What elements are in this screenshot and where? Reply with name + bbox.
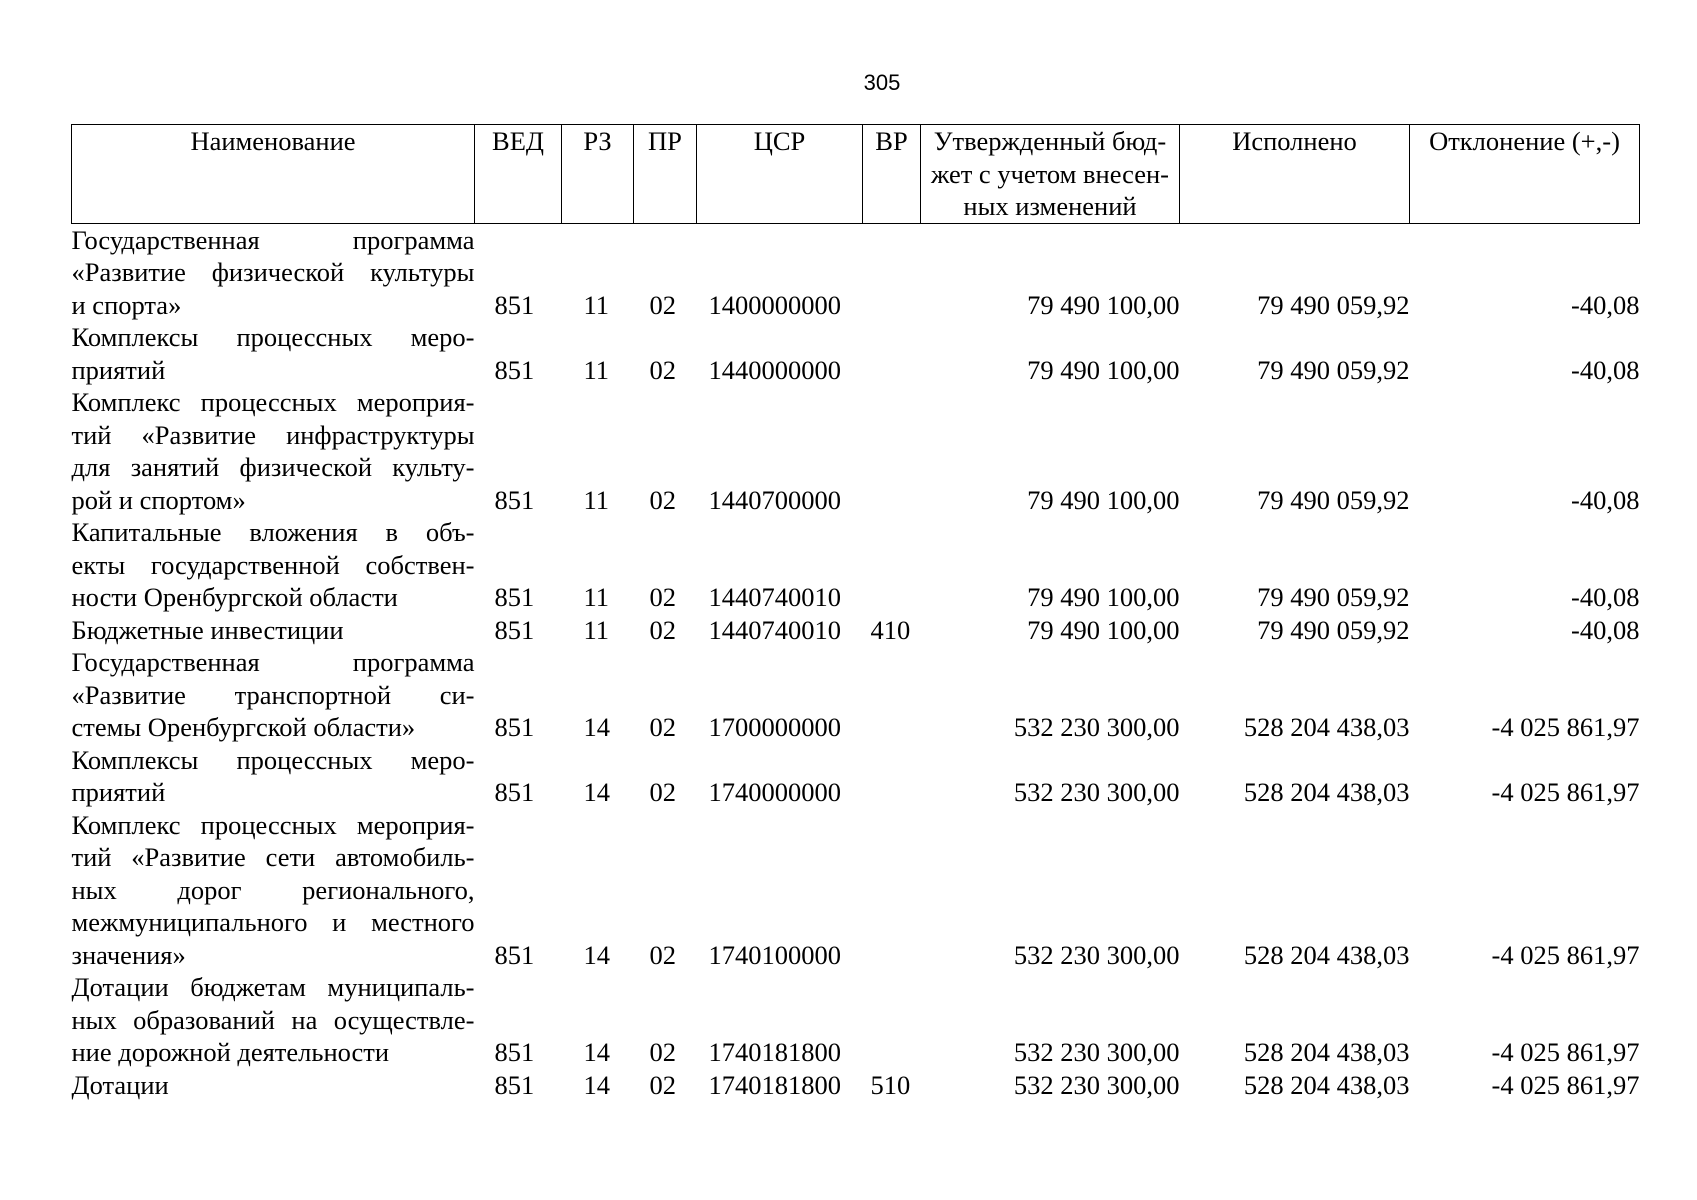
row-approved-budget: 79 490 100,00 xyxy=(1027,354,1180,385)
row-pr: 02 xyxy=(649,614,676,645)
row-approved-budget: 532 230 300,00 xyxy=(1013,1037,1180,1067)
header-csr: ЦСР xyxy=(697,125,863,224)
row-executed: 79 490 059,92 xyxy=(1257,354,1410,385)
row-executed: 79 490 059,92 xyxy=(1257,484,1410,515)
row-name-line: стемы Оренбургской области» xyxy=(71,712,416,742)
row-approved-budget: 79 490 100,00 xyxy=(1027,289,1180,320)
row-rz: 11 xyxy=(583,354,610,385)
table-row xyxy=(72,614,1640,647)
row-name xyxy=(72,1069,475,1102)
row-executed: 79 490 059,92 xyxy=(1257,582,1410,612)
row-name-line: Дотации xyxy=(71,1069,169,1100)
row-name-line: тий «Развитие инфраструктуры xyxy=(71,419,475,450)
row-executed: 79 490 059,92 xyxy=(1257,289,1410,320)
row-name-line: приятий xyxy=(71,354,166,385)
row-csr: 1740000000 xyxy=(708,777,841,807)
row-name-line: рой и спортом» xyxy=(71,484,246,515)
row-name xyxy=(72,646,475,744)
row-vr xyxy=(863,223,921,321)
row-csr: 1740181800 xyxy=(708,1037,841,1067)
row-deviation: -40,08 xyxy=(1571,289,1640,320)
row-name-line: Бюджетные инвестиции xyxy=(71,614,344,645)
row-executed: 528 204 438,03 xyxy=(1243,777,1410,807)
row-approved-budget: 532 230 300,00 xyxy=(1013,712,1180,742)
row-rz: 14 xyxy=(583,712,610,742)
table-row xyxy=(72,1069,1640,1102)
row-approved-budget: 79 490 100,00 xyxy=(1027,614,1180,645)
header-executed: Исполнено xyxy=(1180,125,1410,224)
row-vr xyxy=(863,744,921,809)
row-name-line: Комплекс процессных мероприя- xyxy=(71,809,475,840)
row-pr: 02 xyxy=(649,712,676,742)
table-body xyxy=(72,223,1640,1101)
table-row xyxy=(72,971,1640,1069)
row-name xyxy=(72,971,475,1069)
row-deviation: -4 025 861,97 xyxy=(1491,712,1640,742)
row-name-line: «Развитие транспортной си- xyxy=(71,679,475,710)
row-rz: 11 xyxy=(583,614,610,645)
table-row xyxy=(72,321,1640,386)
row-executed: 528 204 438,03 xyxy=(1243,1069,1410,1100)
table-header xyxy=(72,125,1640,224)
row-name-line: ности Оренбургской области xyxy=(71,582,398,612)
row-name-line: ных дорог регионального, xyxy=(71,874,475,905)
row-executed: 528 204 438,03 xyxy=(1243,712,1410,742)
row-rz: 14 xyxy=(583,777,610,807)
row-name-line: Государственная программа xyxy=(71,647,475,677)
row-rz: 11 xyxy=(583,582,610,612)
row-ved: 851 xyxy=(494,484,535,515)
page-number: 305 xyxy=(863,70,901,95)
table-row xyxy=(72,809,1640,972)
row-ved: 851 xyxy=(494,712,535,742)
row-name-line: ние дорожной деятельности xyxy=(71,1037,390,1067)
row-vr xyxy=(863,386,921,516)
row-ved: 851 xyxy=(494,777,535,807)
table-row xyxy=(72,646,1640,744)
row-ved: 851 xyxy=(494,1037,535,1067)
row-vr xyxy=(863,971,921,1069)
row-name xyxy=(72,321,475,386)
row-pr: 02 xyxy=(649,777,676,807)
row-executed: 528 204 438,03 xyxy=(1243,1037,1410,1067)
row-csr: 1740100000 xyxy=(708,939,841,970)
row-name xyxy=(72,386,475,516)
row-approved-budget: 79 490 100,00 xyxy=(1027,582,1180,612)
row-deviation: -4 025 861,97 xyxy=(1491,939,1640,970)
row-vr: 510 xyxy=(870,1069,911,1100)
row-vr xyxy=(863,646,921,744)
row-vr xyxy=(863,321,921,386)
row-approved-budget: 79 490 100,00 xyxy=(1027,484,1180,515)
row-name-line: «Развитие физической культуры xyxy=(71,257,475,287)
row-name-line: Дотации бюджетам муниципаль- xyxy=(71,972,475,1002)
row-name-line: екты государственной собствен- xyxy=(71,549,475,580)
row-ved: 851 xyxy=(494,582,535,612)
row-rz: 11 xyxy=(583,484,610,515)
row-vr xyxy=(863,516,921,614)
row-ved: 851 xyxy=(494,614,535,645)
row-csr: 1740181800 xyxy=(708,1069,841,1100)
header-rz: РЗ xyxy=(562,125,634,224)
table-row xyxy=(72,386,1640,516)
row-rz: 14 xyxy=(583,1037,610,1067)
row-name-line: для занятий физической культу- xyxy=(71,452,475,482)
row-csr: 1440700000 xyxy=(708,484,841,515)
row-name-line: приятий xyxy=(71,777,166,807)
header-name: Наименование xyxy=(72,125,475,224)
row-name-line: межмуниципального и местного xyxy=(71,907,475,937)
table-row xyxy=(72,223,1640,321)
budget-execution-table xyxy=(71,124,1640,1101)
row-approved-budget: 532 230 300,00 xyxy=(1013,777,1180,807)
row-ved: 851 xyxy=(494,289,535,320)
table-row xyxy=(72,516,1640,614)
row-name-line: ных образований на осуществле- xyxy=(71,1004,475,1035)
row-name-line: Комплексы процессных меро- xyxy=(71,322,475,352)
row-vr: 410 xyxy=(870,614,911,645)
row-name xyxy=(72,614,475,647)
row-pr: 02 xyxy=(649,354,676,385)
row-rz: 14 xyxy=(583,1069,610,1100)
row-csr: 1440000000 xyxy=(708,354,841,385)
row-name-line: Комплексы процессных меро- xyxy=(71,744,475,775)
header-deviation: Отклонение (+,-) xyxy=(1410,125,1640,224)
row-csr: 1440740010 xyxy=(708,614,841,645)
row-pr: 02 xyxy=(649,484,676,515)
row-ved: 851 xyxy=(494,1069,535,1100)
row-executed: 528 204 438,03 xyxy=(1243,939,1410,970)
row-deviation: -40,08 xyxy=(1571,484,1640,515)
row-name xyxy=(72,516,475,614)
row-pr: 02 xyxy=(649,1069,676,1100)
row-name-line: Капитальные вложения в объ- xyxy=(71,517,475,547)
row-csr: 1440740010 xyxy=(708,582,841,612)
header-row xyxy=(72,125,1640,224)
row-deviation: -40,08 xyxy=(1571,354,1640,385)
row-pr: 02 xyxy=(649,582,676,612)
row-deviation: -40,08 xyxy=(1571,582,1640,612)
row-name xyxy=(72,223,475,321)
row-executed: 79 490 059,92 xyxy=(1257,614,1410,645)
row-pr: 02 xyxy=(649,1037,676,1067)
row-name-line: тий «Развитие сети автомобиль- xyxy=(71,842,475,872)
row-csr: 1700000000 xyxy=(708,712,841,742)
header-approved-budget: Утвержденный бюд- жет с учетом внесен- ных изменений xyxy=(921,125,1180,224)
row-ved: 851 xyxy=(494,354,535,385)
row-name-line: и спорта» xyxy=(71,289,182,320)
row-deviation: -4 025 861,97 xyxy=(1491,1037,1640,1067)
row-name xyxy=(72,744,475,809)
row-name-line: Комплекс процессных мероприя- xyxy=(71,387,475,417)
row-pr: 02 xyxy=(649,939,676,970)
row-deviation: -4 025 861,97 xyxy=(1491,1069,1640,1100)
row-vr xyxy=(863,809,921,972)
header-ved: ВЕД xyxy=(475,125,562,224)
row-rz: 14 xyxy=(583,939,610,970)
row-approved-budget: 532 230 300,00 xyxy=(1013,1069,1180,1100)
row-ved: 851 xyxy=(494,939,535,970)
header-vr: ВР xyxy=(863,125,921,224)
row-deviation: -40,08 xyxy=(1571,614,1640,645)
row-name-line: Государственная программа xyxy=(71,224,475,255)
row-approved-budget: 532 230 300,00 xyxy=(1013,939,1180,970)
row-deviation: -4 025 861,97 xyxy=(1491,777,1640,807)
table-row xyxy=(72,744,1640,809)
row-pr: 02 xyxy=(649,289,676,320)
row-rz: 11 xyxy=(583,289,610,320)
row-name-line: значения» xyxy=(71,939,186,970)
row-name xyxy=(72,809,475,972)
header-pr: ПР xyxy=(634,125,697,224)
row-csr: 1400000000 xyxy=(708,289,841,320)
